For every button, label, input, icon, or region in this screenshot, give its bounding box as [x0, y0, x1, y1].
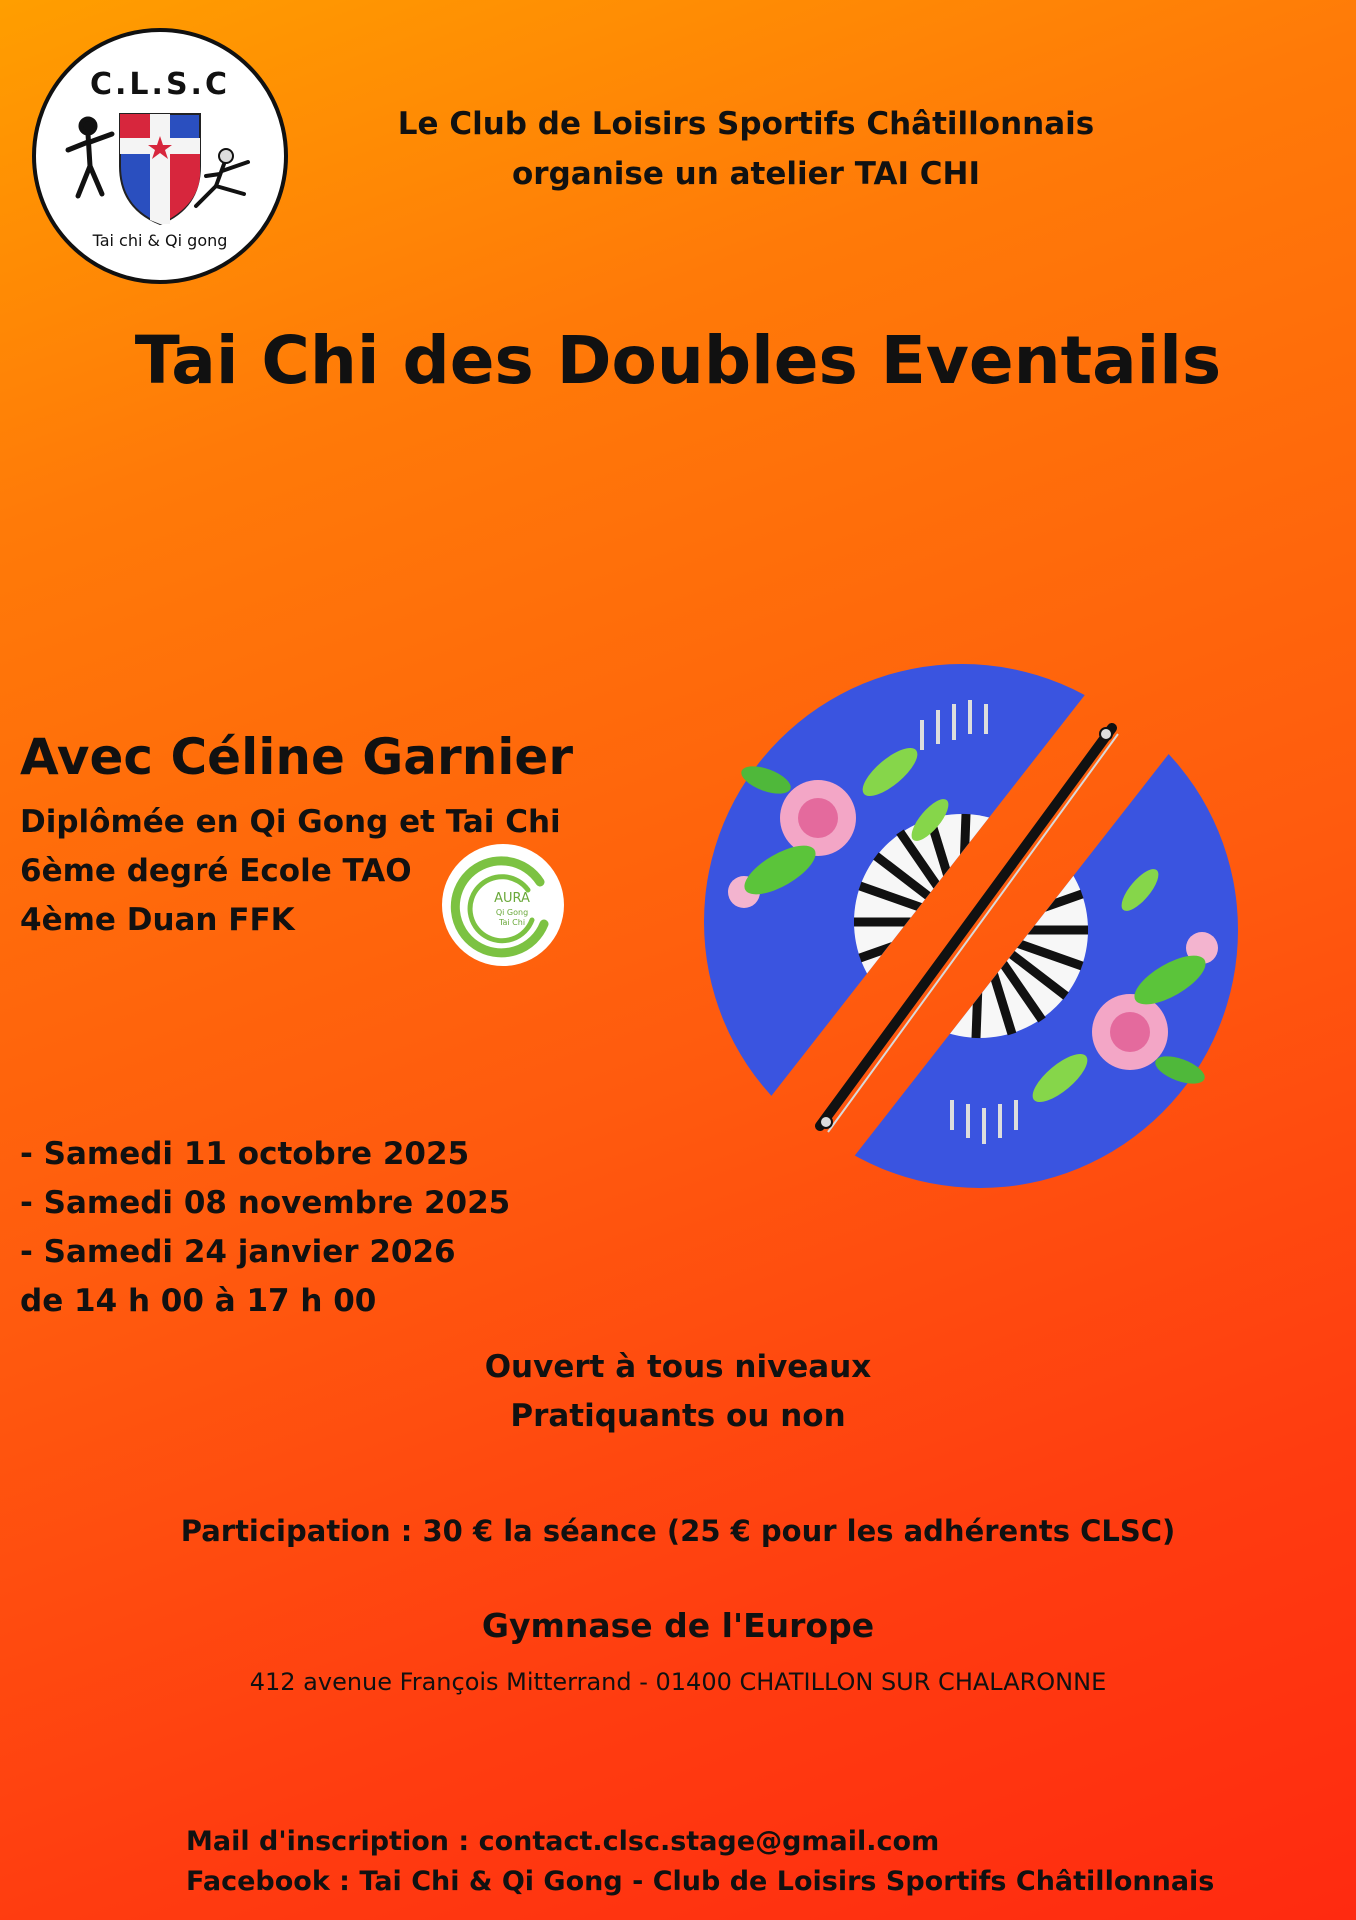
contact-mail: Mail d'inscription : contact.clsc.stage@gmail.com	[186, 1826, 940, 1857]
session-date: - Samedi 24 janvier 2026	[20, 1234, 456, 1270]
venue-address: 412 avenue François Mitterrand - 01400 CHATILLON SUR CHALARONNE	[249, 1668, 1107, 1696]
aura-line-1: Qi Gong	[495, 908, 529, 917]
audience-line-1: Ouvert à tous niveaux	[484, 1349, 872, 1385]
contact-facebook: Facebook : Tai Chi & Qi Gong - Club de Loisirs Sportifs Châtillonnais	[186, 1866, 1215, 1897]
presenter-name: Avec Céline Garnier	[20, 728, 574, 786]
price-info: Participation : 30 € la séance (25 € pour les adhérents CLSC)	[180, 1514, 1176, 1548]
clsc-logo	[30, 26, 290, 286]
logo-subtitle: Tai chi & Qi gong	[92, 231, 228, 250]
aura-name: AURA	[494, 891, 530, 906]
aura-line-2: Tai Chi	[498, 918, 526, 927]
credential-item: 4ème Duan FFK	[20, 902, 295, 938]
aura-logo	[440, 842, 566, 968]
page-title: Tai Chi des Doubles Eventails	[134, 322, 1222, 399]
double-fans-illustration	[700, 660, 1240, 1190]
credential-item: Diplômée en Qi Gong et Tai Chi	[20, 804, 561, 840]
venue-name: Gymnase de l'Europe	[481, 1606, 875, 1645]
session-date: - Samedi 11 octobre 2025	[20, 1136, 470, 1172]
logo-name: C.L.S.C	[90, 67, 230, 102]
audience-line-2: Pratiquants ou non	[510, 1398, 846, 1434]
session-date: - Samedi 08 novembre 2025	[20, 1185, 511, 1221]
credential-item: 6ème degré Ecole TAO	[20, 853, 412, 889]
session-time: de 14 h 00 à 17 h 00	[20, 1283, 377, 1319]
intro-line-2: organise un atelier TAI CHI	[512, 156, 980, 192]
intro-line-1: Le Club de Loisirs Sportifs Châtillonnais	[397, 106, 1095, 142]
